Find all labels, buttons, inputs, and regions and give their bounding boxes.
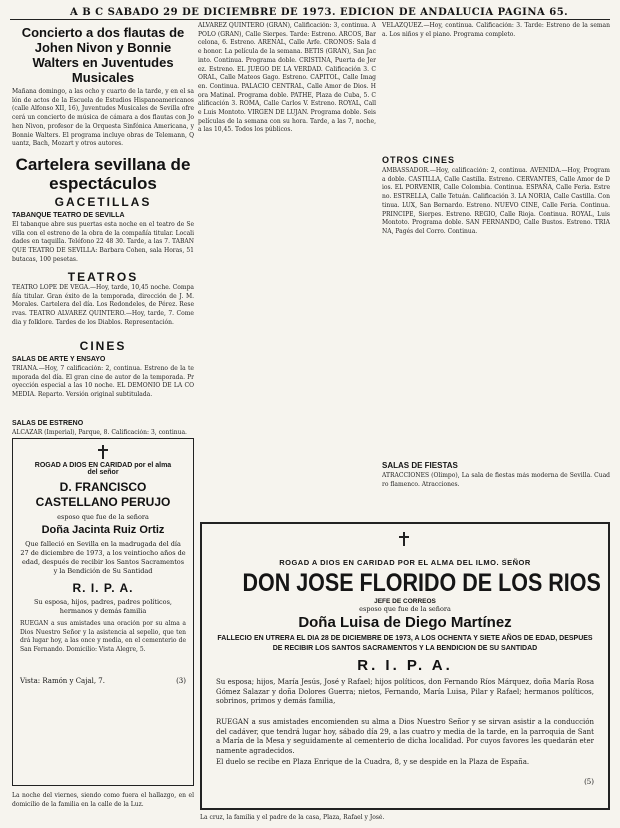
salas-arte-body: TRIANA.—Hoy, 7 calificación: 2, continua. Estreno de la temporada del día. El gran cine de autor de la temporada. Proyección especial a las 10 noche. EL DEMONIO DE LA COMEDIA. Reparto. Versión original subtitulada.: [12, 365, 194, 399]
otros-cines-heading: OTROS CINES: [382, 155, 456, 165]
concert-body: Mañana domingo, a las ocho y cuarto de la tarde, y en el salón de actos de la Escuela de Estudios Hispanoamericanos (calle Alfonso XII, 16), Juventudes Musicales de Sevilla ofrecerá un concierto de música de cámara a dos flautas con Johen Nivon, profesor de la Orquesta Sinfónica Americana, y Bonnie Walters. El programa incluye obras de Telemann, Quantz, Bach, Mozart y otros autores.: [12, 88, 194, 148]
salas-estreno-body: ALCAZAR (Imperial), Parque, 8. Calificación: 3, continua.: [12, 429, 187, 436]
tabanque-body: El tabanque abre sus puertas esta noche en el teatro de Sevilla con el estreno de la obra de la compañía titular. Localidades en taquilla. Teléfono 22 48 30. Tarde, a las 7. TABANQUE TEATRO DE SEVILLA: Barbara Cohen, sala Horas, 51 butacas, 100 pesetas.: [12, 221, 194, 263]
teatros-body: TEATRO LOPE DE VEGA.—Hoy, tarde, 10,45 noche. Compañía titular. Gran éxito de la temporada, dirección de J. M. Morales. Cartelera del día. Los Redondeles, de Pérez. Reservas. TEATRO ALVAREZ QUINTERO.—Hoy, tarde, 7. Comedia y folklore. Tardes de los Diablos. Representación.: [12, 284, 194, 326]
middle-column: [198, 22, 376, 518]
left-footer-note: La noche del viernes, siendo como fuera el hallazgo, en el domicilio de la familia en la calle de la Luz.: [12, 792, 194, 808]
obit2-heading: ROGAD A DIOS EN CARIDAD POR EL ALMA DEL ILMO. SEÑOR: [279, 558, 531, 567]
obit2-rip: R. I. P. A.: [357, 657, 453, 674]
obit2-duelo: El duelo se recibe en Plaza Enrique de la Cuadra, 8, y se despide en la Plaza de España.: [216, 758, 530, 766]
obit2-wife-intro: esposo que fue de la señora: [359, 605, 451, 613]
teatros-heading: TEATROS: [67, 270, 139, 284]
obit2-name: DON JOSE FLORIDO DE LOS RIOS: [242, 569, 601, 597]
middle-listings: ALVAREZ QUINTERO (GRAN), Calificación: 3, continua. APOLO (GRAN), Calle Sierpes. Tarde: Estreno. ARCOS, Barcelona, 6. Estreno. ARENAL, Calle Arfe. CRONOS: Sala de honor. La película de la semana. BETIS (GRAN), San Jacinto. Continua. Programa doble. CRISTINA, Puerta de Jerez. Estreno. EL JUEGO DE LA VERDAD. Calificación 3. CORAL, Calle Mateos Gago. Estreno. CAPITOL, Calle Imagen. Continua. PALACIO CENTRAL, Calle Amor de Dios. Hora Matinal. Programa doble. PATHE, Plaza de Cuba, 5. Calificación 3. ROMA, Calle Carlos V. Estreno. ROYAL, Calle Luis Montoto. VIRGEN DE LUJAN. Programa doble. Seis películas de la semana con su hora. Tarde, a las 7, noche, a las 10,45. Todos los públicos.: [198, 22, 376, 134]
header-rule: [10, 19, 610, 20]
salas-fiestas-heading: SALAS DE FIESTAS: [382, 461, 458, 470]
page-header: A B C SABADO 29 DE DICIEMBRE DE 1973. EDICION DE ANDALUCIA PAGINA 65.: [70, 7, 569, 18]
obit2-family: Su esposa; hijos, María Jesús, José y Rafael; hijos políticos, don Fernando Ríos Márquez, doña María Rosa Gómez Salazar y doña Dolores Guerra; nietos, Fernando, María Luisa, Pilar y Rafael; hermanos políticos, sobrinos, primos y demás familia,: [216, 678, 594, 705]
cines-heading: CINES: [79, 339, 127, 353]
salas-estreno-heading: SALAS DE ESTRENO: [12, 420, 84, 427]
obit1-ruegan: RUEGAN a sus amistades una oración por su alma a Dios Nuestro Señor y la asistencia al sepelio, que tendrá lugar hoy, a las once y media, en el cementerio de San Fernando. Domicilio: Vista Alegre, 5.: [20, 620, 186, 654]
concert-title: Concierto a dos flautas de Johen Nivon y Bonnie Walters en Juventudes Musicales: [21, 25, 185, 85]
tabanque-heading: TABANQUE TEATRO DE SEVILLA: [12, 212, 125, 219]
obit1-rip: R. I. P. A.: [72, 581, 134, 595]
obit2-ruegan: RUEGAN a sus amistades encomienden su alma a Dios Nuestro Señor y se sirvan asistir a la conducción del cadáver, que tendrá lugar hoy, sábado día 29, a las cuatro y media de la tarde, en la parroquia de Santa María de la Mesa y seguidamente al cementerio de dicha localidad. Por cuyos favores les quedarán eternamente agradecidos.: [216, 718, 594, 755]
cross-icon: [399, 532, 411, 554]
right-top-listings: VELAZQUEZ.—Hoy, continua. Calificación: 3. Tarde: Estreno de la semana. Los niños y el piano. Programa completo.: [382, 22, 610, 38]
obituary-florido: [200, 522, 610, 810]
salas-fiestas-body: ATRACCIONES (Olimpo), La sala de fiestas más moderna de Sevilla. Cuadro flamenco. Atracciones.: [382, 472, 610, 488]
obit2-death: FALLECIO EN UTRERA EL DIA 28 DE DICIEMBRE DE 1973, A LOS OCHENTA Y SIETE AÑOS DE EDAD, DESPUES DE RECIBIR LOS SANTOS SACRAMENTOS Y LA BENDICION DE SU SANTIDAD: [217, 635, 593, 652]
obit1-heading: ROGAD A DIOS EN CARIDAD por el alma del señor: [34, 462, 172, 476]
bottom-note: La cruz, la familia y el padre de la casa, Plaza, Rafael y José.: [200, 814, 385, 821]
obituary-castellano: [12, 438, 194, 786]
obit1-wife-name: Doña Jacinta Ruiz Ortiz: [41, 524, 165, 536]
cartelera-title: Cartelera sevillana de espectáculos: [15, 155, 191, 193]
obit1-body: Que falleció en Sevilla en la madrugada del día 27 de diciembre de 1973, a los veintiocho años de edad, después de recibir los Santos Sacramentos y la Bendición de Su Santidad: [20, 540, 186, 575]
obit1-address: Vista: Ramón y Cajal, 7.: [20, 677, 105, 685]
obit1-number: (3): [176, 677, 186, 685]
gacetillas-heading: GACETILLAS: [54, 195, 152, 209]
obit1-family: Su esposa, hijos, padres, padres políticos, hermanos y demás familia: [33, 598, 173, 615]
otros-cines-body: AMBASSADOR.—Hoy, calificación: 2, continua. AVENIDA.—Hoy, Programa doble. CASTILLA, Calle Castilla. Estreno. CERVANTES, Calle Amor de Dios. EL PORVENIR, Calle Colombia. Continua. ESPAÑA, Calle Feria. Estreno. ESTRELLA, Calle Tetuán. Calificación 3. LA NORIA, Calle Castilla. Continua. LUX, San Bernardo. Estreno. NUEVO CINE, Calle Feria. Continua. PRINCIPE, Sierpes. Estreno. REGIO, Calle Rioja. Continua. ROYAL, Luis Montoto. Programa doble. SAN FERNANDO, Calle Bustos. Estreno. TRIANA, Pagés del Corro. Continua.: [382, 167, 610, 235]
obit2-number: (5): [584, 778, 594, 786]
obit1-wife-intro: esposo que fue de la señora: [57, 513, 149, 521]
obit2-title: JEFE DE CORREOS: [374, 598, 436, 605]
obit2-wife-name: Doña Luisa de Diego Martínez: [298, 614, 512, 631]
cross-icon: [98, 445, 108, 459]
right-column: [382, 22, 610, 518]
salas-arte-heading: SALAS DE ARTE Y ENSAYO: [12, 356, 106, 363]
obit1-name: D. FRANCISCO CASTELLANO PERUJO: [35, 480, 171, 509]
